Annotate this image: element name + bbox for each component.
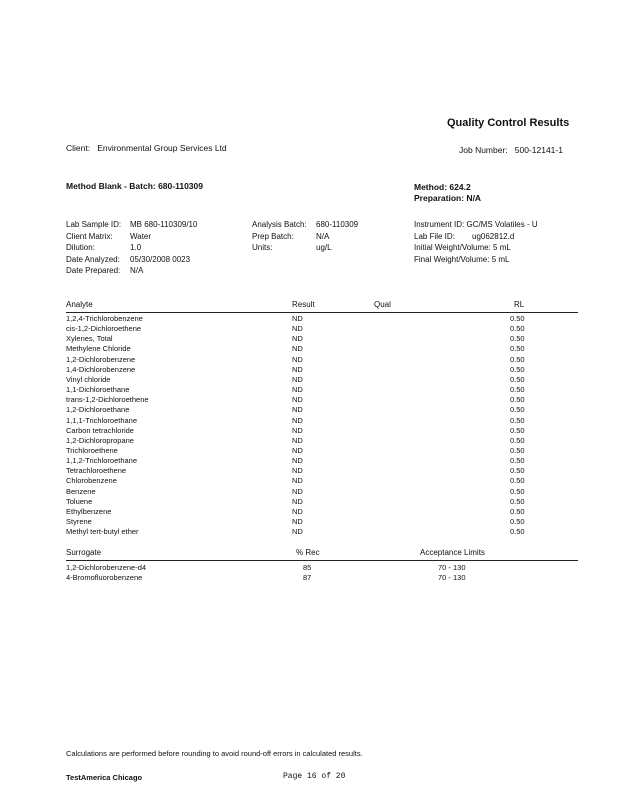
- rl-cell: 0.50: [510, 466, 525, 476]
- table-row: [66, 436, 586, 446]
- client-line: [66, 143, 227, 153]
- table-row: [66, 466, 586, 476]
- analyte-cell: 1,2-Dichloropropane: [66, 435, 134, 445]
- result-cell: ND: [292, 445, 303, 455]
- rl-cell: 0.50: [510, 527, 525, 537]
- result-cell: ND: [292, 486, 303, 496]
- meta-row: Lab Sample ID: MB 680-110309/10: [66, 220, 198, 229]
- surrogate-header: [66, 548, 586, 558]
- col-rl: RL: [514, 300, 525, 309]
- job-number: 500-12141-1: [514, 145, 563, 155]
- analyte-cell: 1,1-Dichloroethane: [66, 385, 130, 395]
- result-cell: ND: [292, 334, 303, 344]
- analyte-cell: Ethylbenzene: [66, 506, 112, 516]
- rl-cell: 0.50: [510, 334, 525, 344]
- meta-row: Dilution: 1.0: [66, 243, 142, 252]
- analyte-cell: Styrene: [66, 517, 92, 526]
- result-cell: ND: [292, 344, 303, 354]
- col-surrogate: Surrogate: [66, 548, 102, 557]
- rec-cell: 85: [303, 563, 312, 572]
- col-qual: Qual: [374, 300, 391, 309]
- surrogate-header-rule: [66, 560, 578, 561]
- rec-cell: 87: [303, 573, 312, 582]
- preparation-label: Preparation: N/A: [414, 193, 482, 203]
- rl-cell: 0.50: [510, 354, 525, 364]
- analyte-cell: Chlorobenzene: [66, 476, 117, 486]
- rl-cell: 0.50: [510, 476, 525, 486]
- table-row: [66, 426, 586, 436]
- limits-cell: 70 - 130: [438, 563, 466, 572]
- rl-cell: 0.50: [510, 374, 525, 384]
- meta-row: Initial Weight/Volume: 5 mL: [414, 243, 511, 252]
- result-cell: ND: [292, 364, 303, 374]
- client-name: Environmental Group Services Ltd: [97, 143, 227, 153]
- job-number-line: [459, 145, 563, 155]
- result-cell: ND: [292, 395, 303, 405]
- surrogate-cell: 1,2-Dichlorobenzene-d4: [66, 563, 147, 572]
- table-row: [66, 385, 586, 395]
- result-cell: ND: [292, 425, 303, 435]
- analyte-cell: 1,2,4-Trichlorobenzene: [66, 314, 143, 323]
- table-row: [66, 573, 586, 583]
- client-label: Client:: [66, 143, 91, 153]
- col-limits: Acceptance Limits: [420, 548, 485, 557]
- limits-cell: 70 - 130: [438, 573, 466, 582]
- meta-row: Date Prepared: N/A: [66, 266, 144, 275]
- meta-row: Final Weight/Volume: 5 mL: [414, 254, 510, 264]
- results-header-rule: [66, 312, 578, 313]
- result-cell: ND: [292, 314, 303, 323]
- meta-row: Instrument ID: GC/MS Volatiles - U: [414, 220, 538, 229]
- meta-row: Units: ug/L: [252, 243, 332, 252]
- result-cell: ND: [292, 466, 303, 476]
- calculation-note: Calculations are performed before rounding to avoid round-off errors in calculated results.: [66, 749, 363, 758]
- analyte-cell: Carbon tetrachloride: [66, 425, 134, 435]
- method-blank-heading: Method Blank - Batch: 680-110309: [66, 181, 203, 191]
- rl-cell: 0.50: [510, 517, 525, 526]
- result-cell: ND: [292, 435, 303, 445]
- meta-row: Lab File ID: ug062812.d: [414, 231, 515, 241]
- rl-cell: 0.50: [510, 314, 525, 323]
- table-row: [66, 365, 586, 375]
- rl-cell: 0.50: [510, 445, 525, 455]
- result-cell: ND: [292, 496, 303, 506]
- method-label: Method: 624.2: [414, 182, 471, 192]
- meta-right: [414, 219, 538, 265]
- result-cell: ND: [292, 527, 303, 537]
- result-cell: ND: [292, 456, 303, 466]
- page-number: Page 16 of 20: [283, 772, 346, 781]
- table-row: [66, 405, 586, 415]
- table-row: [66, 487, 586, 497]
- meta-left: [66, 219, 197, 277]
- rl-cell: 0.50: [510, 425, 525, 435]
- analyte-cell: 1,2-Dichloroethane: [66, 405, 130, 415]
- result-cell: ND: [292, 324, 303, 334]
- rl-cell: 0.50: [510, 344, 525, 354]
- rl-cell: 0.50: [510, 324, 525, 334]
- rl-cell: 0.50: [510, 385, 525, 395]
- meta-row: Client Matrix: Water: [66, 231, 152, 241]
- meta-middle: [252, 219, 358, 254]
- surrogate-cell: 4-Bromofluorobenzene: [66, 573, 143, 582]
- table-row: [66, 517, 586, 527]
- result-cell: ND: [292, 354, 303, 364]
- rl-cell: 0.50: [510, 506, 525, 516]
- analyte-cell: Trichloroethene: [66, 445, 118, 455]
- table-row: [66, 507, 586, 517]
- result-cell: ND: [292, 476, 303, 486]
- analyte-cell: Vinyl chloride: [66, 374, 111, 384]
- table-row: [66, 476, 586, 486]
- table-row: [66, 395, 586, 405]
- meta-row: Date Analyzed: 05/30/2008 0023: [66, 254, 191, 264]
- job-label: Job Number:: [459, 145, 508, 155]
- table-row: [66, 314, 586, 324]
- meta-row: Analysis Batch: 680-110309: [252, 220, 359, 229]
- analyte-cell: Methyl tert-butyl ether: [66, 527, 139, 537]
- rl-cell: 0.50: [510, 395, 525, 405]
- analyte-cell: 1,4-Dichlorobenzene: [66, 364, 136, 374]
- table-row: [66, 563, 586, 573]
- report-title: Quality Control Results: [447, 117, 570, 129]
- meta-row: Prep Batch: N/A: [252, 231, 330, 241]
- analyte-cell: Xylenes, Total: [66, 334, 113, 344]
- col-analyte: Analyte: [66, 300, 93, 309]
- rl-cell: 0.50: [510, 364, 525, 374]
- analyte-cell: cis-1,2-Dichloroethene: [66, 324, 142, 334]
- rl-cell: 0.50: [510, 415, 525, 425]
- table-row: [66, 344, 586, 354]
- table-row: [66, 416, 586, 426]
- col-rec: % Rec: [296, 548, 320, 557]
- col-result: Result: [292, 300, 315, 309]
- result-cell: ND: [292, 517, 303, 526]
- table-row: [66, 456, 586, 466]
- analyte-cell: 1,1,1-Trichloroethane: [66, 415, 138, 425]
- analyte-cell: Tetrachloroethene: [66, 466, 127, 476]
- table-row: [66, 497, 586, 507]
- analyte-cell: trans-1,2-Dichloroethene: [66, 395, 149, 405]
- rl-cell: 0.50: [510, 435, 525, 445]
- analyte-cell: Toluene: [66, 496, 93, 506]
- result-cell: ND: [292, 385, 303, 395]
- table-row: [66, 355, 586, 365]
- result-cell: ND: [292, 405, 303, 415]
- results-header: [66, 300, 586, 310]
- result-cell: ND: [292, 415, 303, 425]
- table-row: [66, 324, 586, 334]
- table-row: [66, 334, 586, 344]
- table-row: [66, 527, 586, 537]
- lab-name: TestAmerica Chicago: [66, 773, 143, 782]
- table-row: [66, 446, 586, 456]
- rl-cell: 0.50: [510, 486, 525, 496]
- analyte-cell: 1,2-Dichlorobenzene: [66, 354, 136, 364]
- analyte-cell: Benzene: [66, 486, 96, 496]
- rl-cell: 0.50: [510, 496, 525, 506]
- table-row: [66, 375, 586, 385]
- analyte-cell: 1,1,2-Trichloroethane: [66, 456, 138, 466]
- result-cell: ND: [292, 506, 303, 516]
- rl-cell: 0.50: [510, 456, 525, 466]
- analyte-cell: Methylene Chloride: [66, 344, 131, 354]
- result-cell: ND: [292, 374, 303, 384]
- rl-cell: 0.50: [510, 405, 525, 415]
